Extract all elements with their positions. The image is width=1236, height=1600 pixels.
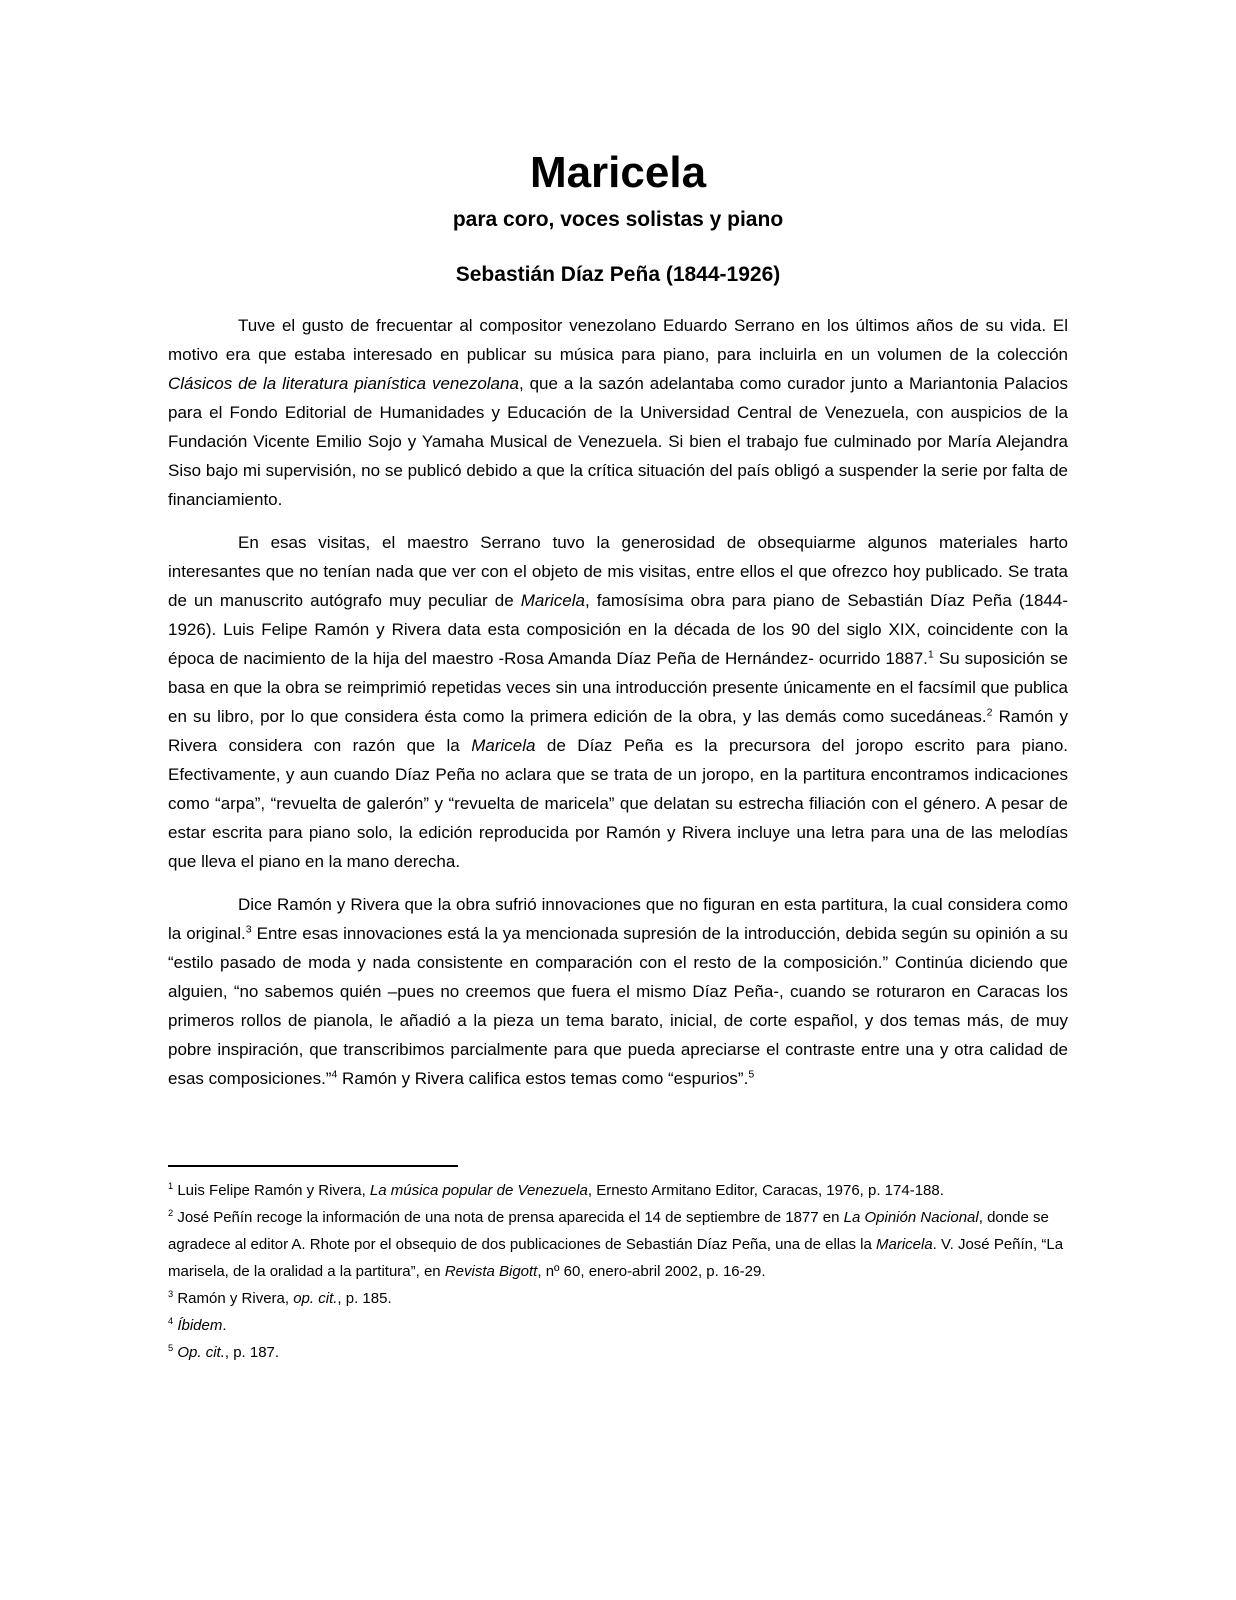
footnote (168, 1339, 1068, 1366)
text-run: Entre esas innovaciones está la ya mencionada supresión de la introducción, debida según su opinión a su “estilo pasado de moda y nada consistente en comparación con el resto de la composición.” Continúa diciendo que alguien, “no sabemos quién –pues no creemos que fuera el mismo Díaz Peña-, cuando se roturaron en Caracas los primeros rollos de pianola, le añadió a la pieza un tema barato, inicial, de corte español, y dos temas más, de muy pobre inspiración, que transcribimos parcialmente para que pueda apreciarse el contraste entre una y otra calidad de esas composiciones.” (168, 923, 1068, 1088)
footnote-reference: 5 (748, 1068, 755, 1081)
document-title: Maricela (529, 148, 707, 197)
footnotes-section (168, 1177, 1068, 1366)
text-run: , p. 185. (337, 1289, 392, 1307)
footnote (168, 1204, 1068, 1285)
footnote-marker: 3 (168, 1288, 174, 1299)
text-run: , nº 60, enero-abril 2002, p. 16-29. (537, 1262, 766, 1280)
paragraph (168, 311, 1068, 514)
text-run: , p. 187. (224, 1343, 280, 1361)
body-paragraphs (168, 311, 1068, 1093)
footnote-reference: 1 (927, 648, 934, 661)
footnote-reference: 4 (331, 1068, 338, 1081)
footnote-separator (168, 1165, 458, 1167)
text-run: Ramón y Rivera, (177, 1289, 294, 1307)
text-run: , famosísima obra para piano de Sebastián Díaz Peña (1844-1926). Luis Felipe Ramón y Rivera data esta composición en la década de los 90 del siglo XIX, coincidente con la época de nacimiento de la hija del maestro -Rosa Amanda Díaz Peña de Hernández- ocurrido 1887. (168, 590, 1068, 668)
footnote-reference: 3 (245, 923, 252, 936)
text-run: Maricela (875, 1235, 933, 1253)
text-run: En esas visitas, el maestro Serrano tuvo la generosidad de obsequiarme algunos materiales harto interesantes que no tenían nada que ver con el objeto de mis visitas, entre ellos el que ofrezco hoy publicado. Se trata de un manuscrito autógrafo muy peculiar de (168, 532, 1068, 610)
footnote (168, 1285, 1068, 1312)
author-heading: Sebastián Díaz Peña (1844-1926) (455, 262, 781, 286)
document-subtitle: para coro, voces solistas y piano (452, 207, 784, 231)
text-run: Maricela (520, 590, 585, 610)
footnote-marker: 2 (168, 1207, 174, 1218)
text-run: . V. José Peñín, “La marisela, de la oralidad a la partitura”, en (168, 1235, 1064, 1280)
text-run: Ramón y Rivera considera con razón que la (168, 706, 1068, 755)
paragraph (168, 890, 1068, 1093)
text-run: Luis Felipe Ramón y Rivera, (177, 1181, 370, 1199)
text-run: Op. cit. (177, 1343, 225, 1361)
footnote (168, 1177, 1068, 1204)
text-run: La música popular de Venezuela (369, 1181, 588, 1199)
footnote-marker: 4 (168, 1315, 174, 1326)
text-run: Dice Ramón y Rivera que la obra sufrió innovaciones que no figuran en esta partitura, la cual considera como la original. (168, 894, 1068, 943)
text-run: , que a la sazón adelantaba como curador junto a Mariantonia Palacios para el Fondo Editorial de Humanidades y Educación de la Universidad Central de Venezuela, con auspicios de la Fundación Vicente Emilio Sojo y Yamaha Musical de Venezuela. Si bien el trabajo fue culminado por María Alejandra Siso bajo mi supervisión, no se publicó debido a que la crítica situación del país obligó a suspender la serie por falta de financiamiento. (168, 373, 1069, 509)
text-run: Su suposición se basa en que la obra se reimprimió repetidas veces sin una introducción presente únicamente en el facsímil que publica en su libro, por lo que considera ésta como la primera edición de la obra, y las demás como sucedáneas. (168, 648, 1068, 726)
text-run: Tuve el gusto de frecuentar al compositor venezolano Eduardo Serrano en los últimos años de su vida. El motivo era que estaba interesado en publicar su música para piano, para incluirla en un volumen de la colección (168, 315, 1068, 364)
text-run: José Peñín recoge la información de una nota de prensa aparecida el 14 de septiembre de 1877 en (177, 1208, 844, 1226)
text-run: de Díaz Peña es la precursora del joropo escrito para piano. Efectivamente, y aun cuando Díaz Peña no aclara que se trata de un joropo, en la partitura encontramos indicaciones como “arpa”, “revuelta de galerón” y “revuelta de maricela” que delatan su estrecha filiación con el género. A pesar de estar escrita para piano solo, la edición reproducida por Ramón y Rivera incluye una letra para una de las melodías que lleva el piano en la mano derecha. (168, 735, 1069, 871)
text-run: Clásicos de la literatura pianística venezolana (168, 373, 519, 393)
footnote-reference: 2 (986, 706, 993, 719)
text-run: Revista Bigott (444, 1262, 538, 1280)
text-run: Maricela (471, 735, 536, 755)
text-run: , Ernesto Armitano Editor, Caracas, 1976, p. 174-188. (587, 1181, 944, 1199)
text-run: op. cit. (293, 1289, 338, 1307)
footnote-marker: 1 (168, 1180, 174, 1191)
paragraph (168, 528, 1068, 876)
text-run: Ramón y Rivera califica estos temas como “espurios”. (337, 1068, 749, 1088)
text-run: . (222, 1316, 227, 1334)
footnote-marker: 5 (168, 1342, 174, 1353)
footnote (168, 1312, 1068, 1339)
text-run: La Opinión Nacional (843, 1208, 979, 1226)
text-run: , donde se agradece al editor A. Rhote por el obsequio de dos publicaciones de Sebastián Díaz Peña, una de ellas la (168, 1208, 1049, 1253)
text-run: Íbidem (177, 1316, 223, 1334)
